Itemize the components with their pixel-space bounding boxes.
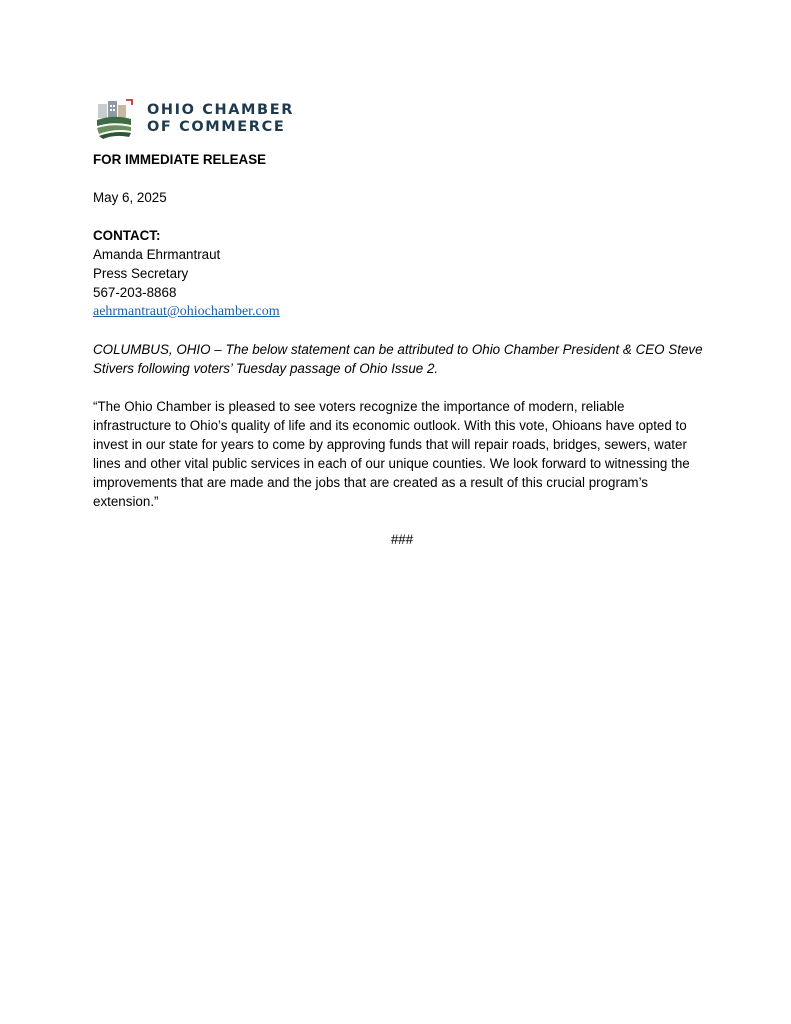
logo-wordmark bbox=[147, 102, 294, 136]
intro-paragraph: COLUMBUS, OHIO – The below statement can be attributed to Ohio Chamber President & CEO Steve Stivers following voters’ Tuesday passage of Ohio Issue 2. bbox=[93, 342, 703, 376]
ohio-chamber-logo bbox=[95, 98, 315, 140]
ohio-chamber-logo-icon bbox=[95, 98, 135, 140]
contact-name: Amanda Ehrmantraut bbox=[93, 247, 221, 262]
logo-line-1: OHIO CHAMBER bbox=[147, 102, 294, 118]
contact-heading: CONTACT: bbox=[93, 228, 161, 243]
press-release-body bbox=[93, 150, 703, 549]
contact-email-link[interactable]: aehrmantraut@ohiochamber.com bbox=[93, 304, 280, 319]
contact-block bbox=[93, 226, 703, 321]
contact-title: Press Secretary bbox=[93, 266, 189, 281]
quote-paragraph: “The Ohio Chamber is pleased to see voters recognize the importance of modern, reliable infrastructure to Ohio’s quality of life and its economic outlook. With this vote, Ohioans have opted to invest in our state for years to come by approving funds that will repair roads, bridges, sewers, water lines and other vital public services in each of our unique counties. We look forward to witnessing the improvements that are made and the jobs that are created as a result of this crucial program’s extension.” bbox=[93, 399, 690, 509]
release-date: May 6, 2025 bbox=[93, 190, 167, 205]
logo-line-2: OF COMMERCE bbox=[147, 119, 286, 135]
contact-phone: 567-203-8868 bbox=[93, 285, 177, 300]
end-mark: ### bbox=[390, 532, 414, 547]
release-label: FOR IMMEDIATE RELEASE bbox=[93, 152, 267, 167]
